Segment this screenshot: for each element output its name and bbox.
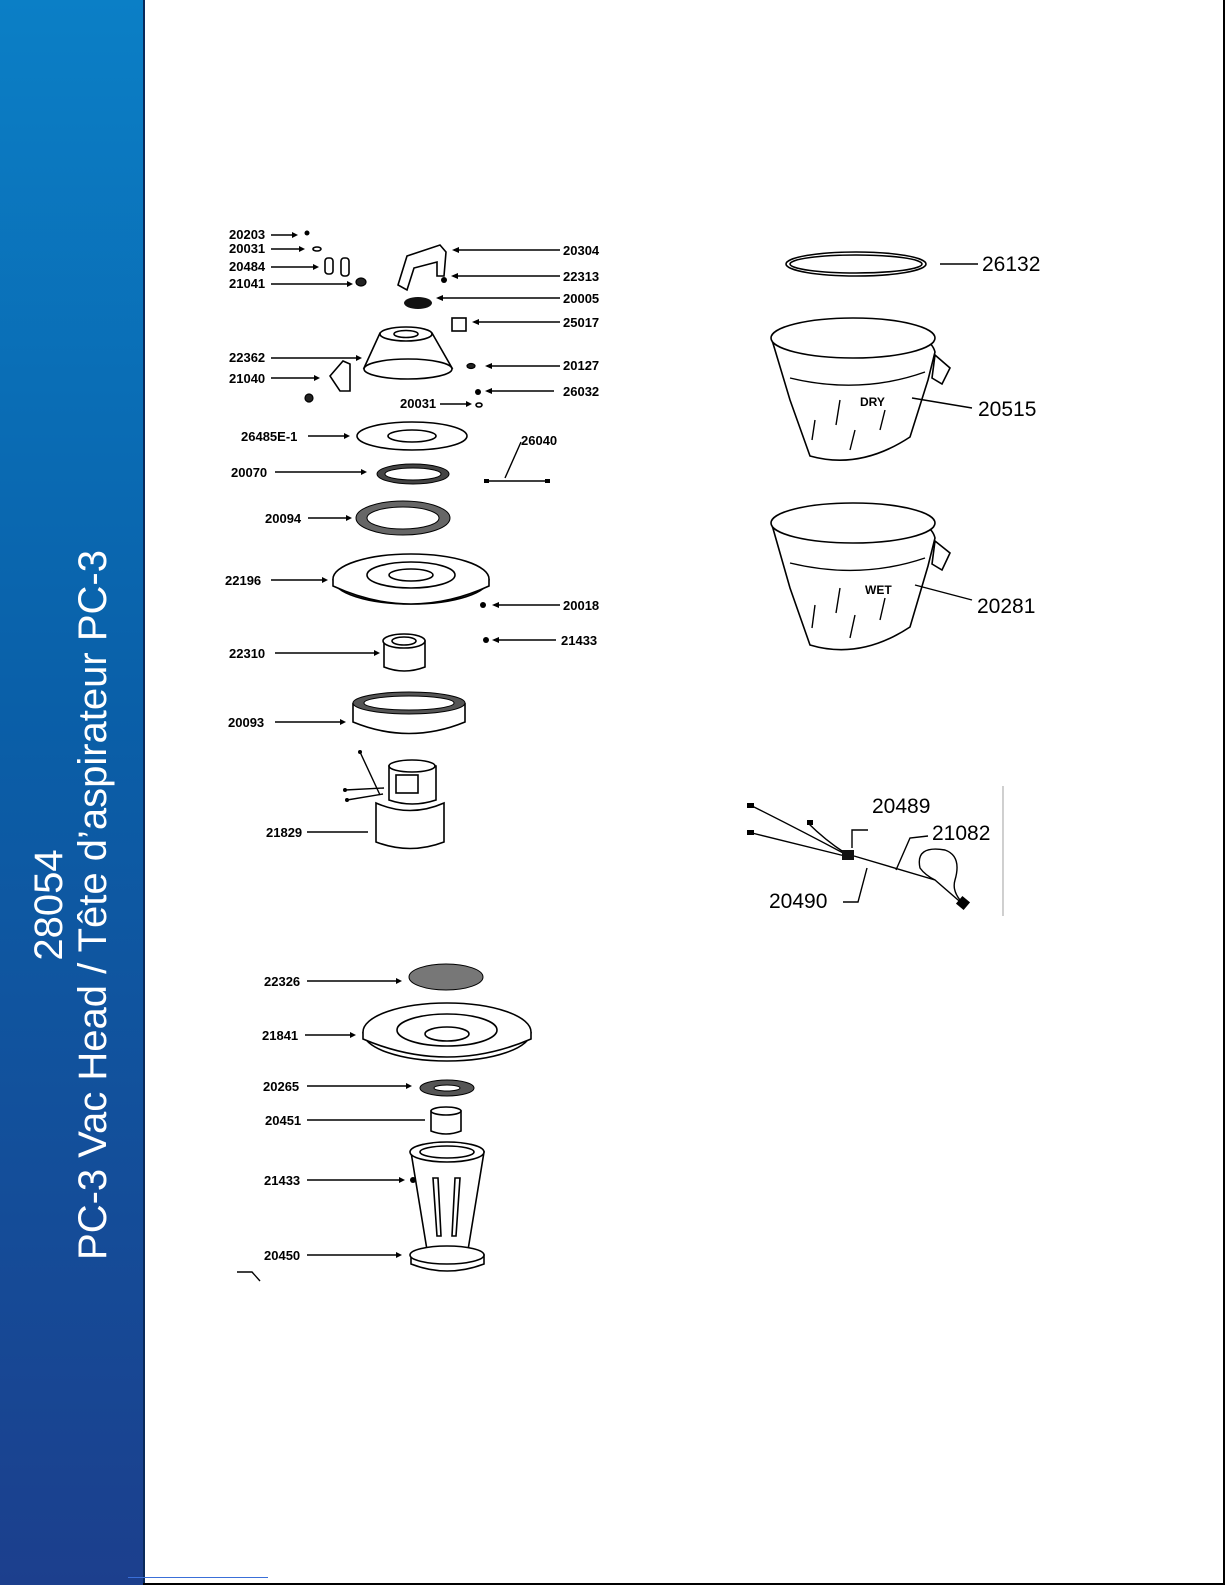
gasket-part [404,297,432,309]
callout-20281: 20281 [977,595,1036,618]
stand-part [411,1152,484,1250]
callout-20031-top: 20031 [229,241,266,256]
callout-20490: 20490 [769,890,828,913]
callout-20450: 20450 [264,1248,301,1263]
callout-26132: 26132 [982,253,1041,276]
callout-20005: 20005 [563,291,600,306]
knob-part [356,278,366,286]
cord-clamp-part [842,850,854,860]
callout-22310: 22310 [229,646,266,661]
bottom-link-underline [128,1577,268,1578]
callout-26485E-1: 26485E-1 [241,429,298,444]
handle-part [398,245,446,290]
page-title: PC-3 Vac Head / Tête d’aspirateur PC-3 [71,550,115,1260]
latch-arm-part [330,361,350,391]
callout-21082: 21082 [932,822,991,845]
callout-20127: 20127 [563,358,600,373]
callout-20451: 20451 [265,1113,302,1128]
callout-20265: 20265 [263,1079,300,1094]
filter-disc-part [409,964,483,990]
callout-20484: 20484 [229,259,266,274]
callout-21829: 21829 [266,825,303,840]
callout-20304: 20304 [563,243,600,258]
callout-20018: 20018 [563,598,600,613]
callout-25017: 25017 [563,315,600,330]
callout-20515: 20515 [978,398,1037,421]
callout-20031-mid: 20031 [400,396,437,411]
switch-part [452,318,466,331]
callout-22326: 22326 [264,974,301,989]
callout-26040: 26040 [521,433,558,448]
washer-part [313,247,321,251]
dry-label: DRY [860,395,885,409]
callout-21433-top: 21433 [561,633,598,648]
callout-20093: 20093 [228,715,265,730]
callout-21433-bottom: 21433 [264,1173,301,1188]
callout-20489: 20489 [872,795,931,818]
callout-21841: 21841 [262,1028,299,1043]
screw-part [305,231,310,236]
callout-22313: 22313 [563,269,600,284]
callout-21040: 21040 [229,371,266,386]
latch-part-2 [341,258,349,276]
callout-22196: 22196 [225,573,262,588]
callout-20094: 20094 [265,511,302,526]
wet-label: WET [865,583,892,597]
callout-20070: 20070 [231,465,268,480]
callout-26032: 26032 [563,384,600,399]
callout-22362: 22362 [229,350,266,365]
latch-part [325,258,333,274]
callout-20203: 20203 [229,227,266,242]
part-number: 28054 [27,849,71,961]
callout-21041: 21041 [229,276,266,291]
